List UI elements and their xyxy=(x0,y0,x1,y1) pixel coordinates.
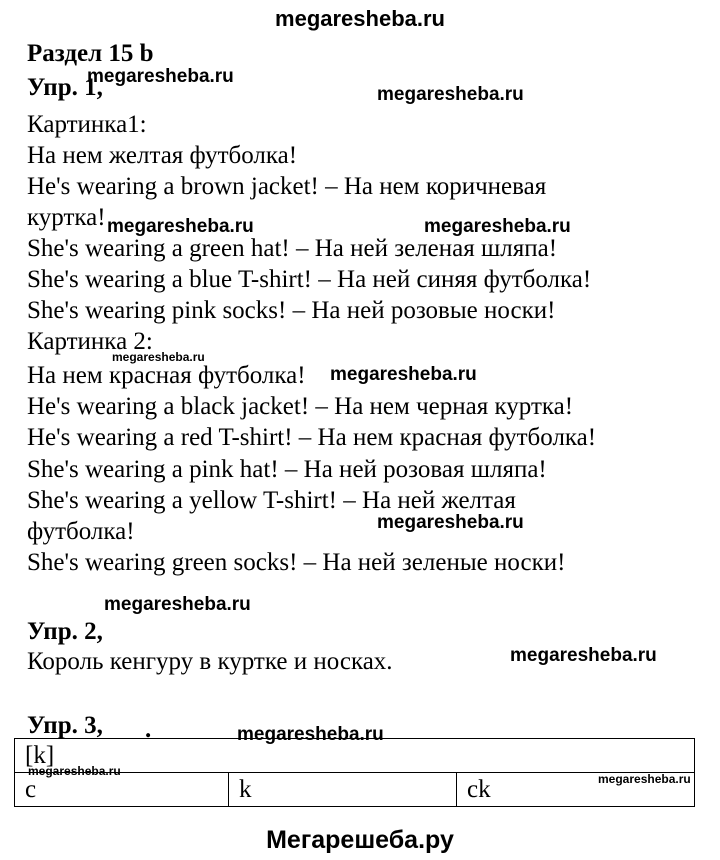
ex1-line: She's wearing pink socks! – На ней розовые носки! xyxy=(27,297,556,324)
ex1-line: He's wearing a brown jacket! – На нем коричневая xyxy=(27,173,547,200)
watermark: megaresheba.ru xyxy=(28,764,121,778)
watermark: megaresheba.ru xyxy=(104,594,251,615)
ex1-line: Картинка 2: xyxy=(27,328,153,355)
ex1-line: She's wearing a blue T-shirt! – На ней синяя футболка! xyxy=(27,266,592,293)
watermark: megaresheba.ru xyxy=(510,645,657,666)
footer-brand: Мегарешеба.ру xyxy=(266,826,454,854)
watermark: megaresheba.ru xyxy=(330,364,477,385)
ex3-dot: . xyxy=(145,716,152,743)
header-watermark: megaresheba.ru xyxy=(275,6,445,31)
ex1-line: футболка! xyxy=(27,518,135,545)
watermark: megaresheba.ru xyxy=(377,512,524,533)
ex1-line: куртка! xyxy=(27,204,106,231)
watermark: megaresheba.ru xyxy=(107,216,254,237)
ex1-line: She's wearing green socks! – На ней зеленые носки! xyxy=(27,549,566,576)
table-cell: k xyxy=(228,773,456,806)
ex1-line: Картинка1: xyxy=(27,111,147,138)
ex1-line: He's wearing a black jacket! – На нем черная куртка! xyxy=(27,393,574,420)
table-cell: ck xyxy=(456,773,694,806)
watermark: megaresheba.ru xyxy=(112,350,205,364)
watermark: megaresheba.ru xyxy=(87,66,234,87)
table-header-cell: [k] xyxy=(25,742,55,769)
ex2-text: Король кенгуру в куртке и носках. xyxy=(27,648,393,675)
ex1-line: She's wearing a yellow T-shirt! – На ней желтая xyxy=(27,487,516,514)
ex1-line: На нем желтая футболка! xyxy=(27,142,298,169)
table-cell: c xyxy=(25,776,37,803)
watermark: megaresheba.ru xyxy=(377,84,524,105)
watermark: megaresheba.ru xyxy=(237,724,384,745)
ex1-line: She's wearing a green hat! – На ней зеленая шляпа! xyxy=(27,235,558,262)
watermark: megaresheba.ru xyxy=(598,772,691,786)
ex1-title: Упр. 1, xyxy=(27,74,103,101)
ex1-line: На нем красная футболка! xyxy=(27,362,306,389)
ex1-line: She's wearing a pink hat! – На ней розовая шляпа! xyxy=(27,456,547,483)
section-title: Раздел 15 b xyxy=(27,40,154,67)
ex1-line: He's wearing a red T-shirt! – На нем красная футболка! xyxy=(27,424,597,451)
ex3-title: Упр. 3, xyxy=(27,712,103,739)
ex2-title: Упр. 2, xyxy=(27,618,103,645)
watermark: megaresheba.ru xyxy=(424,216,571,237)
